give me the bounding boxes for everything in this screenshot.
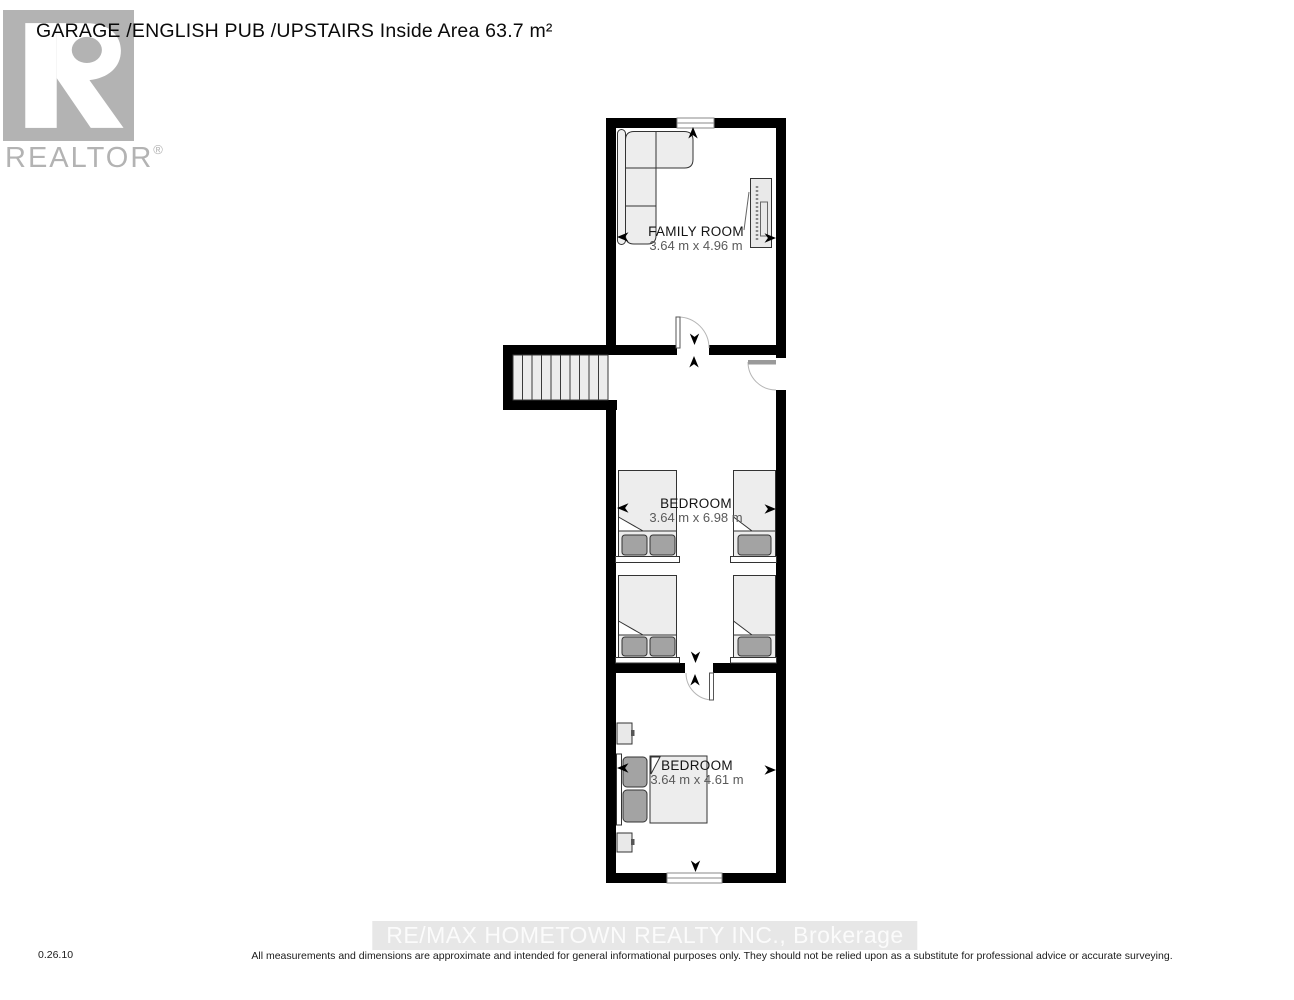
version-number: 0.26.10 — [38, 949, 74, 961]
page-title: GARAGE /ENGLISH PUB /UPSTAIRS Inside Area 63.7 m² — [36, 20, 553, 42]
realtor-brand-text: REALTOR — [5, 142, 154, 174]
room-name: FAMILY ROOM — [648, 224, 744, 239]
direction-arrow-icon — [690, 674, 699, 686]
wall-left-upper — [606, 118, 616, 355]
nightstand-upper — [617, 723, 635, 744]
door-swing-arc — [678, 317, 709, 348]
direction-arrow-icon — [690, 334, 699, 346]
door-opening-bedroom — [685, 663, 713, 673]
room-label-family-room — [648, 225, 744, 252]
nightstand-body — [617, 723, 632, 744]
door-swing-arc — [686, 673, 713, 700]
door-leaf — [710, 673, 714, 700]
room-label-bedroom-2 — [650, 759, 743, 786]
room-label-bedroom-1 — [649, 497, 742, 524]
tv-mount-arm — [744, 192, 749, 230]
wall-stair-bottom — [503, 400, 617, 410]
door-swing-arc — [748, 362, 776, 390]
nightstand-lower — [617, 833, 635, 852]
window-bottom — [667, 873, 722, 883]
bed-headboard — [616, 557, 680, 563]
registered-symbol: ® — [153, 142, 163, 157]
nightstand-body — [617, 833, 632, 852]
room-dimensions: 3.64 m x 6.98 m — [649, 510, 743, 525]
bed-pillow — [650, 637, 675, 656]
wall-right-lower — [776, 390, 786, 883]
bed-pillow — [738, 637, 771, 656]
bed-headboard — [731, 557, 777, 563]
direction-arrow-icon — [689, 356, 698, 368]
door-opening-familyroom — [677, 345, 709, 355]
window-top — [677, 118, 714, 128]
bed-pillow — [622, 637, 647, 656]
wall-divider-familyroom — [503, 345, 786, 355]
door-leaf — [748, 360, 776, 365]
room-name: BEDROOM — [660, 496, 732, 511]
room-dimensions: 3.64 m x 4.96 m — [649, 238, 743, 253]
direction-arrow-icon — [691, 652, 700, 664]
door-opening-right — [776, 358, 786, 390]
door-familyroom — [676, 317, 709, 348]
brokerage-watermark: RE/MAX HOMETOWN REALTY INC., Brokerage — [372, 921, 917, 950]
door-bedroom — [686, 673, 714, 700]
single-bed-lower — [731, 576, 777, 664]
bed-pillow — [650, 535, 675, 555]
room-dimensions: 3.64 m x 4.61 m — [650, 772, 744, 787]
direction-arrow-icon — [691, 861, 700, 873]
staircase — [513, 355, 608, 400]
bed-pillow — [622, 535, 647, 555]
bed-pillow — [623, 757, 647, 787]
room-name: BEDROOM — [661, 758, 733, 773]
bed-headboard — [617, 754, 622, 825]
disclaimer-text: All measurements and dimensions are approximate and intended for general informational purposes only. They should not be relied upon as a substitute for professional advice or accurate surveying. — [251, 950, 1173, 962]
door-right-entry — [748, 360, 776, 390]
bed-headboard — [616, 658, 680, 664]
wall-left-lower — [606, 400, 616, 883]
door-leaf — [676, 317, 680, 348]
nightstand-knob — [631, 730, 635, 736]
bed-pillow — [738, 535, 771, 555]
double-bed-lower — [616, 576, 680, 664]
bed-headboard — [731, 658, 777, 664]
bed-pillow — [623, 790, 647, 822]
wall-right-upper — [776, 118, 786, 358]
direction-arrow-icon — [765, 765, 777, 774]
nightstand-knob — [631, 839, 635, 845]
sofa-armrest — [618, 130, 626, 245]
